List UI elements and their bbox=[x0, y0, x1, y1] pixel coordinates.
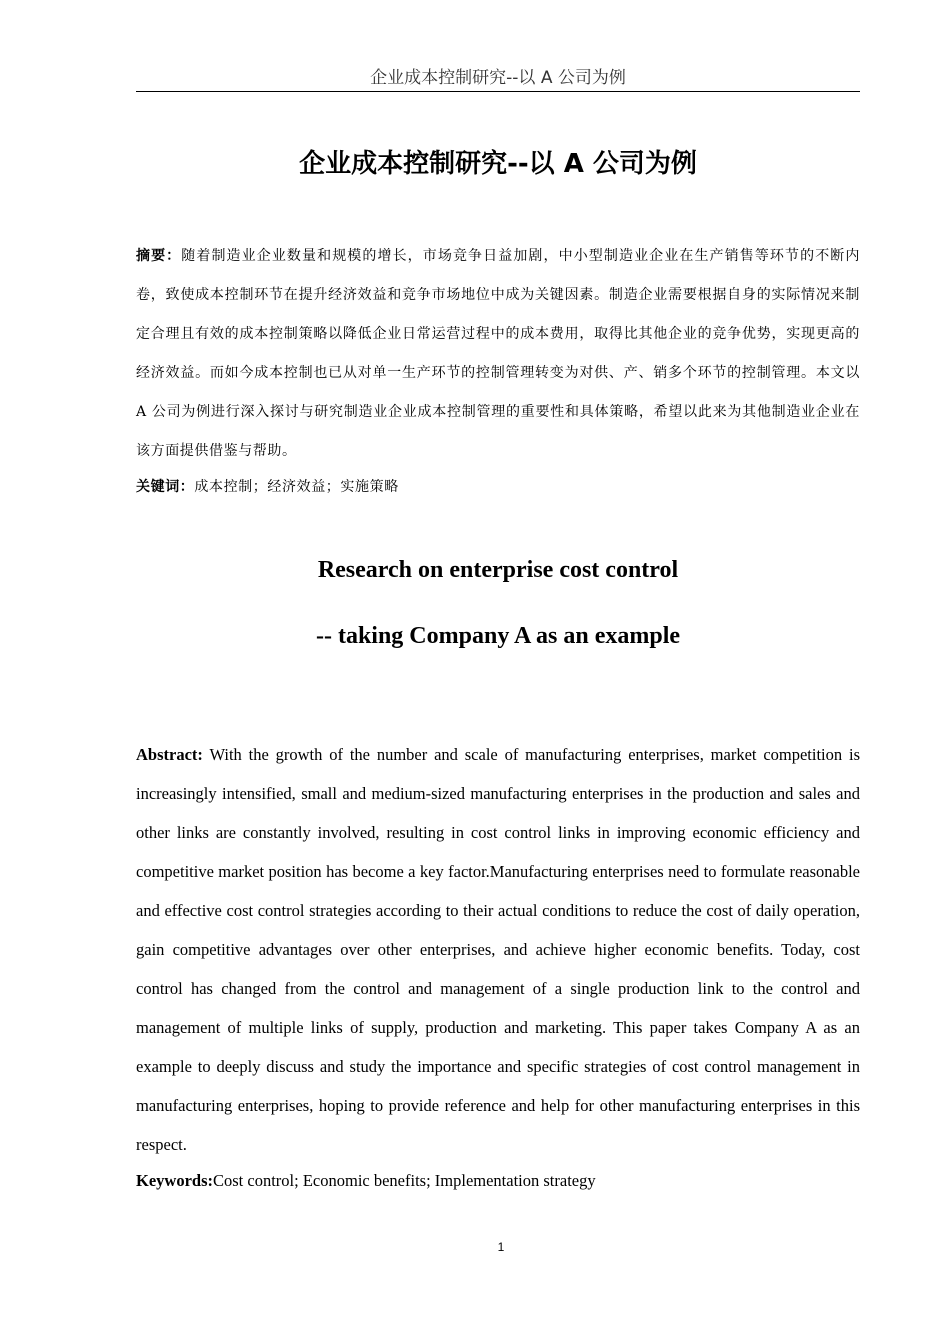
english-title-line-1: Research on enterprise cost control bbox=[317, 557, 679, 583]
chinese-keywords bbox=[136, 474, 860, 500]
page-number: 1 bbox=[497, 1240, 505, 1254]
chinese-abstract-label: 摘要： bbox=[136, 248, 182, 264]
header-rule bbox=[136, 91, 860, 92]
chinese-abstract bbox=[136, 237, 860, 471]
english-keywords-text: Cost control; Economic benefits; Implementation strategy bbox=[213, 1171, 596, 1190]
english-abstract-label: Abstract: bbox=[136, 745, 203, 764]
running-header: 企业成本控制研究--以 A 公司为例 bbox=[370, 68, 626, 88]
english-abstract-text: With the growth of the number and scale of manufacturing enterprises, market competition is increasingly intensified, small and medium-sized manufacturing enterprises in the production and sales and other links are constantly involved, resulting in cost control links in improving economic efficiency and competitive market position has become a key factor.Manufacturing enterprises need to formulate reasonable and effective cost control strategies according to their actual conditions to reduce the cost of daily operation, gain competitive advantages over other enterprises, and achieve higher economic benefits. Today, cost control has changed from the control and management of a single production link to the control and management of multiple links of supply, production and marketing. This paper takes Company A as an example to deeply discuss and study the importance and specific strategies of cost control management in manufacturing enterprises, hoping to provide reference and help for other manufacturing enterprises in this respect. bbox=[136, 745, 860, 1154]
english-keywords-label: Keywords: bbox=[136, 1171, 213, 1190]
chinese-title: 企业成本控制研究--以 A 公司为例 bbox=[299, 149, 697, 179]
chinese-abstract-text: 随着制造业企业数量和规模的增长，市场竞争日益加剧，中小型制造业企业在生产销售等环节的不断内卷，致使成本控制环节在提升经济效益和竞争市场地位中成为关键因素。制造企业需要根据自身的实际情况来制定合理且有效的成本控制策略以降低企业日常运营过程中的成本费用，取得比其他企业的竞争优势，实现更高的经济效益。而如今成本控制也已从对单一生产环节的控制管理转变为对供、产、销多个环节的控制管理。本文以 A 公司为例进行深入探讨与研究制造业企业成本控制管理的重要性和具体策略，希望以此来为其他制造业企业在该方面提供借鉴与帮助。 bbox=[136, 248, 860, 459]
chinese-keywords-label: 关键词： bbox=[136, 479, 195, 495]
english-abstract bbox=[136, 735, 860, 1164]
english-title-line-2: -- taking Company A as an example bbox=[315, 623, 681, 649]
english-keywords bbox=[136, 1168, 860, 1194]
chinese-keywords-text: 成本控制；经济效益；实施策略 bbox=[194, 479, 399, 495]
